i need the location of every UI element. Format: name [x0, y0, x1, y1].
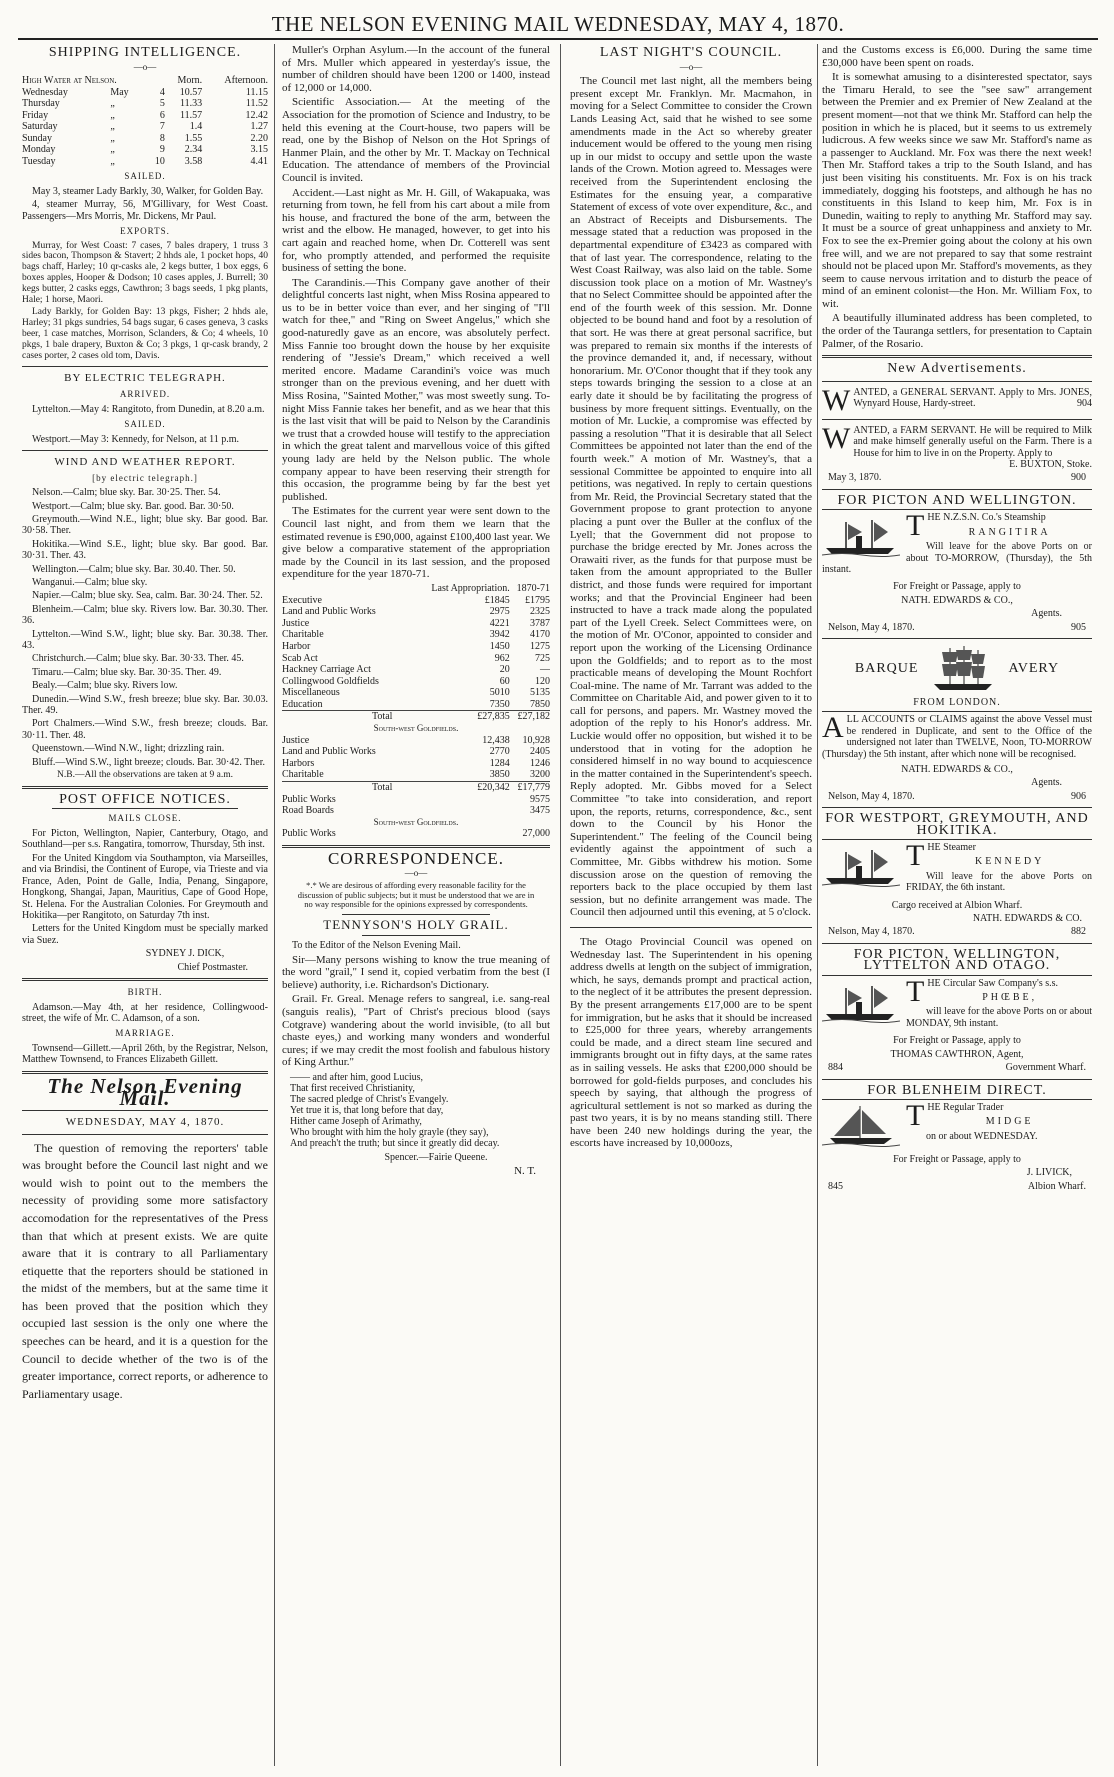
ad-freight: For Freight or Passage, apply to: [893, 1153, 1021, 1165]
tide-header-morn: Morn.: [177, 75, 203, 87]
correspondence-heading: CORRESPONDENCE.: [327, 849, 505, 868]
table-cell: Justice: [282, 617, 310, 629]
table-cell: £1845: [484, 594, 510, 606]
marriage-heading: MARRIAGE.: [115, 1028, 175, 1039]
weather-report: Bealy.—Calm; blue sky. Rivers low.: [32, 680, 178, 692]
birth-text: Adamson.—May 4th, at her residence, Collingwood-street, the wife of Mr. C. Adamson, of a son.: [22, 1001, 268, 1024]
post-signature-title: Chief Postmaster.: [177, 961, 248, 973]
table-cell: 27,000: [522, 828, 550, 840]
letter-to: To the Editor of the Nelson Evening Mail.: [292, 940, 461, 952]
ad-line: HE Circular Saw Company's s.s.: [927, 977, 1059, 989]
post-item: Letters for the United Kingdom must be specially marked via Suez.: [22, 923, 268, 946]
news-paragraph: It is somewhat amusing to a disinterested spectator, says the Timaru Herald, to see the "see saw" arrangement between the Premier and ex Premier of New Zealand at the present moment—not that we think Mr. Stafford can help the position in which he is placed, but it seems to us extremely ludicrous. A few weeks since we saw Mr. Stafford's name as a passenger to Auckland. Mr. Fox was there the next week! Then Mr. Stafford takes a trip to the South Island, and has just been visiting his constituents. Mr. Fox is on his track immediately, dogging his footsteps, and although he has no constituents in this Island to keep him, Mr. Fox is in Dunedin, waiting to reply to anything Mr. Stafford may say. It must be a source of great unhappiness and anxiety to Mr. Fox to see the ex-Premier going about the colony at his own free will, and we are not prepared to say that some restraint should not be placed upon Mr. Stafford's movements, as they seem to cause nervous irritation and to disturb the peace of mind of an eminent colonist—the Hon. Mr. William Fox, to wit.: [822, 71, 1092, 310]
sailing-ship-icon: [822, 1104, 900, 1148]
post-item: For the United Kingdom via Southampton, via Marseilles, and via Brindisi, the Continent of Europe, via Trieste and via France, Aden, Point de Galle, India, Penang, Singapore, Hongkong, Shangai, Japan, Mauritius, Cape of Good Hope, St. Helena. For the Australian Colonies. For Greymouth and Hokitika—per Rangitoto, on Saturday 7th inst.: [22, 852, 268, 921]
table-cell: Land and Public Works: [282, 606, 376, 618]
table-cell: Harbor: [282, 640, 311, 652]
post-sub: MAILS CLOSE.: [108, 813, 182, 824]
poem-line: Hither came Joseph of Arimathy,: [290, 1116, 422, 1128]
ad-freight: For Freight or Passage, apply to: [893, 1035, 1021, 1047]
table-row: [282, 606, 550, 618]
ad-date: May 3, 1870.: [828, 472, 882, 484]
ship-name: KENNEDY: [975, 856, 1045, 868]
table-cell: 120: [535, 675, 550, 687]
ad-farm-servant: [822, 421, 1092, 484]
tide-header-row: [22, 75, 268, 87]
table-cell: 2770: [489, 746, 510, 758]
table-row: [22, 121, 268, 133]
table-cell: Public Works: [282, 828, 336, 840]
poem-line: And preach't the truth; but since it greatly did decay.: [290, 1138, 500, 1150]
table-row: [282, 664, 550, 676]
ad-text: ANTED, a GENERAL SERVANT. Apply to Mrs. JONES, Wynyard House, Hardy-street.: [853, 386, 1092, 410]
table-cell: Tuesday: [22, 155, 56, 167]
weather-report: Westport.—Calm; blue sky. Bar. good. Bar. 30·50.: [32, 500, 234, 512]
table-cell: 3850: [489, 769, 510, 781]
ad-agent: J. LIVICK,: [1026, 1167, 1072, 1179]
table-cell: 7350: [489, 698, 510, 710]
arrived-item: Lyttelton.—May 4: Rangitoto, from Dunedin, at 8.20 a.m.: [32, 403, 265, 415]
table-row: [282, 653, 550, 665]
weather-report: Wanganui.—Calm; blue sky.: [32, 576, 148, 588]
table-row: [282, 769, 550, 781]
table-cell: Charitable: [282, 629, 324, 641]
drop-cap: W: [822, 383, 851, 417]
ad-date: Nelson, May 4, 1870.: [828, 926, 915, 938]
weather-report: Queenstown.—Wind N.W., light; drizzling rain.: [32, 743, 225, 755]
ad-line: HE Regular Trader: [927, 1101, 1004, 1113]
exports-item: Lady Barkly, for Golden Bay: 13 pkgs, Fisher; 2 hhds ale, Harley; 31 pkgs sundries, 54 bags sugar, 6 cases geneva, 3 casks beer, 1 case matches, Morrison, Sclanders, & Co; 4 wheels, 10 pkgs, 1 bale drapery, Buxton & Co; 3 pkgs, 1 qr-cask brandy, 2 cases porter, 2 cases old tom, Davis.: [22, 307, 268, 361]
table-cell: 962: [494, 652, 510, 664]
ad-text: ANTED, a FARM SERVANT. He will be required to Milk and make himself generally useful on the Farm. There is a House for him to live in on the Property. Apply to: [853, 424, 1092, 459]
table-cell: 1284: [489, 757, 510, 769]
ad-number: 882: [1071, 926, 1086, 938]
news-paragraph: The Estimates for the current year were sent down to the Council last night, and from them we learn that the estimated revenue is £90,000, against £100,400 last year. We give below a comparative statement of the appropriation made by the Council in its last session, and the proposed expenditure for the year 1870-71.: [282, 505, 550, 581]
ad-heading: FOR PICTON AND WELLINGTON.: [837, 492, 1077, 508]
weather-report: Timaru.—Calm; blue sky. Bar. 30·35. Ther. 49.: [32, 666, 222, 678]
column-1: [22, 44, 268, 1766]
table-cell: „: [110, 109, 115, 121]
table-cell: 60: [499, 675, 510, 687]
birth-heading: BIRTH.: [127, 986, 163, 997]
ad-agents: Agents.: [1031, 777, 1062, 789]
table-row: [282, 629, 550, 641]
weather-report: Greymouth.—Wind N.E., light; blue sky. Bar good. Bar. 30·58. Ther.: [22, 513, 268, 537]
sailing-ship-icon: [928, 644, 998, 694]
table-cell: 20: [499, 664, 510, 676]
table-cell: Miscellaneous: [282, 687, 340, 699]
table-cell: 4221: [489, 617, 510, 629]
news-paragraph: A beautifully illuminated address has been completed, to the order of the Tauranga settlers, for presentation to Captain Palmer, of the Rosario.: [822, 312, 1092, 350]
ornament: —o—: [133, 61, 157, 72]
table-cell: Land and Public Works: [282, 746, 376, 758]
ad-date: Nelson, May 4, 1870.: [828, 621, 915, 633]
table-row: [282, 758, 550, 770]
column-rule: [560, 44, 561, 1766]
drop-cap: T: [906, 1098, 925, 1132]
table-cell: 5: [159, 98, 165, 110]
table-cell: Collingwood Goldfields: [282, 675, 379, 687]
shipping-heading: SHIPPING INTELLIGENCE.: [48, 45, 242, 60]
table-row: [282, 687, 550, 699]
ad-line: HE N.Z.S.N. Co.'s Steamship: [927, 512, 1046, 524]
table-cell: Harbors: [282, 757, 315, 769]
estimates-sw-heading: South-west Goldfields.: [373, 723, 459, 734]
tele-sailed-heading: SAILED.: [124, 418, 166, 429]
table-cell: 4: [159, 86, 165, 98]
ad-number: 884: [828, 1062, 843, 1074]
ornament: —o—: [679, 61, 703, 72]
ad-from: FROM LONDON.: [913, 696, 1001, 708]
table-cell: Executive: [282, 594, 322, 606]
table-row: [282, 676, 550, 688]
table-cell: 12,438: [482, 734, 510, 746]
table-cell: Scab Act: [282, 652, 318, 664]
table-cell: 3787: [530, 617, 550, 629]
masthead: [18, 6, 1098, 40]
column-3: [570, 44, 812, 1766]
ad-number: 906: [1071, 790, 1086, 802]
poem-line: That first received Christianity,: [290, 1083, 415, 1095]
steamship-icon: [822, 844, 900, 888]
table-cell: Monday: [22, 144, 56, 156]
table-cell: 4.41: [250, 155, 268, 167]
table-cell: 2.34: [184, 144, 203, 156]
column-4: [822, 44, 1092, 1766]
table-cell: [415, 805, 510, 817]
poem-citation: Spencer.—Fairie Queene.: [384, 1152, 488, 1164]
column-rule: [817, 44, 818, 1766]
table-row: [22, 87, 268, 99]
masthead-title: THE NELSON EVENING MAIL WEDNESDAY, MAY 4, 1870.: [271, 12, 845, 36]
table-cell: 1275: [530, 640, 550, 652]
estimates-table: [282, 583, 550, 840]
ad-heading: FOR WESTPORT, GREYMOUTH, AND HOKITIKA.: [825, 811, 1089, 838]
drop-cap: T: [906, 509, 925, 543]
table-cell: 3.58: [184, 155, 203, 167]
council-report: The Council met last night, all the members being present except Mr. Franklyn. Mr. Macmahon, in moving for a Select Committee to consider the Crown Lands Leasing Act, said that he wished to see some amendments made in the Act so whereby greater inducement would be offered to the young men rising up in our midst to occupy and settle upon the waste lands of the Crown. Motion agreed to. Messages were received from the Superintendent enclosing the Estimates for the ensuing year, a comparative Statement of excess of vote over expenditure, &c., and an Abstract of Receipts and Disbursements. The message stated that a reduction was proposed in the departmental expenditure of £3423 as compared with that of last year. The correspondence, relating to the West Coast Railway, was also laid on the table. Some discussion took place on a motion of Mr. Wastney's that no Select Committee should be appointed after the end of the fourth week of this session. Mr. Donne objected to be bound hand and foot by a resolution of that sort. He was there at great personal sacrifice, but was prepared to remain six months if the interests of the province demanded it, and, if necessary, without honorarium. Mr. O'Conor thought that if they took any steps towards bringing the session to a close at an early date it should be by facilitating the progress of business by more frequent sittings. Eventually, on the motion of Mr. Luckie, a compromise was effected by passing a resolution "That it is desirable that all Select Committees be appointed not later than the end of the fourth week." A motion of Mr. Wastney's, that a sessional Committee be appointed to enquire into all petitions, was negatived. In reply to certain questions from Mr. Reid, the Provincial Secretary stated that the Government propose to grant protection to anyone placing a punt over the Buller at the conflux of the Lyell; that the Government did not propose to purchase the bridge erected by Mr. Jones across the Orawaiti river, as the funds for that purpose must be taken from the amount appropriated to the Buller district, and those funds were required for important works; and that the Provincial Engineer had been instructed to have a track made along the populated part of the Lyell Creek. Select Committees were, on the motion of Mr. O'Conor, appointed to consider and report upon the working of the Licensing Ordinance upon the Goldfields; and to report as to the most practicable means of developing the Mount Rochfort Coal-mine. The name of Mr. Tarrant was added to the Committee on Charitable Aid, and power given to it to call for persons, and papers. Mr. Wastney moved the adoption of the reply to his Honor's address. Mr. Luckie would offer no opposition, but wished it to be understood that in voting for the adoption he considered himself in no way bound to acquiescence in the matter contained in the Superintendent's speech. Reply adopted. Mr. Gibbs moved for a Select Committee "to take into consideration, and report upon, the reports, returns, correspondence, &c., sent down to the Council by his Honor the Superintendent." The feeling of the Council being evidently against the appointment of such a Committee, Mr. Gibbs withdrew his motion. Some discussion arose on the question of removing the reporters back to the place occupied by them last session, but no definite arrangement was made. The Council then adjourned until this evening, at 5 o'clock.: [570, 75, 812, 919]
avery-label: AVERY: [1008, 661, 1060, 677]
ad-wharf: Albion Wharf.: [1027, 1180, 1086, 1192]
sailed-item: May 3, steamer Lady Barkly, 30, Walker, for Golden Bay.: [32, 185, 264, 197]
ad-number: 905: [1071, 621, 1086, 633]
table-cell: £1795: [525, 594, 550, 606]
table-cell: 1.4: [189, 121, 203, 133]
drop-cap: A: [822, 711, 844, 745]
table-row: [22, 156, 268, 168]
weather-report: Lyttelton.—Wind S.W., light; blue sky. Bar. 30.38. Ther. 43.: [22, 628, 268, 652]
news-paragraph: The Carandinis.—This Company gave another of their delightful concerts last night, when Miss Rosina appeared to us to be in better voice than ever, and her singing of "I'll watch for thee," and "Ring on Sweet Angelus," which she good-naturedly gave as an encore, was absolutely perfect. Miss Fannie too brought down the house by her exquisite rendering of "Jessie's Dream," which received a well merited encore. Madame Carandini's voice was much stronger than on the previous evening, and her duett with Miss Rosina, "Sainted Mother," was most sweetly sung. To-night Miss Fannie takes her benefit, and as we hear that this is the last visit that will be paid to Nelson by the Carandinis we trust that a crowded house will testify to the appreciation in which the great talent and marvellous voice of this gifted young lady are held by the Nelson public. The whole company appear to have been reserving their strength for this occasion, the programme being by far the best yet published.: [282, 276, 550, 503]
ad-midge: [822, 1082, 1092, 1193]
ship-name: MIDGE: [985, 1116, 1034, 1128]
table-cell: Saturday: [22, 121, 58, 133]
table-cell: Friday: [22, 109, 49, 121]
table-cell: 1.27: [250, 121, 268, 133]
weather-report: Christchurch.—Calm; blue sky. Bar. 30·33. Ther. 45.: [32, 653, 244, 665]
table-cell: 1450: [489, 640, 510, 652]
table-cell: 725: [535, 652, 550, 664]
table-cell: 2.20: [250, 132, 268, 144]
table-cell: May: [110, 86, 129, 98]
weather-report: Napier.—Calm; blue sky. Sea, calm. Bar. 30·24. Ther. 52.: [32, 590, 263, 602]
table-cell: 11.33: [180, 98, 203, 110]
council-heading: LAST NIGHT'S COUNCIL.: [599, 45, 783, 60]
table-row: [22, 110, 268, 122]
drop-cap: W: [822, 421, 851, 455]
table-cell: 9: [159, 144, 165, 156]
table-cell: Road Boards: [282, 805, 334, 817]
table-row: [282, 699, 550, 711]
table-cell: 11.52: [245, 98, 268, 110]
post-signature: SYDNEY J. DICK,: [145, 948, 225, 960]
weather-list: [22, 487, 268, 768]
table-cell: 6: [159, 109, 165, 121]
table-cell: 3200: [530, 769, 550, 781]
table-cell: „: [110, 98, 115, 110]
weather-report: Bluff.—Wind S.W., light breeze; clouds. Bar. 30·42. Ther.: [32, 756, 265, 768]
ad-number: 900: [1071, 472, 1086, 484]
ad-agent: NATH. EDWARDS & CO.,: [901, 763, 1013, 775]
table-cell: 5135: [530, 687, 550, 699]
editorial-dateline: WEDNESDAY, MAY 4, 1870.: [65, 1115, 225, 1128]
post-item: For Picton, Wellington, Napier, Canterbury, Otago, and Southland—per s.s. Rangatira, tomorrow, Thursday, 5th inst.: [22, 828, 268, 851]
ad-line: HE Steamer: [927, 842, 976, 853]
barque-label: BARQUE: [854, 661, 919, 677]
exports-item: Murray, for West Coast: 7 cases, 7 bales drapery, 1 truss 3 sides bacon, Thompson & Stavert; 2 hhds ale, 1 pocket hops, 40 bags chaff, Harley; 10 qr-casks ale, 2 kegs butter, 1 box eggs, 6 boxes apples, Hooper & Dodson; 10 cases apples, J. Burrell; 30 kegs butter, 2 casks eggs, Cawthron; 3 bags seeds, 1 pkg plants, Hale; 1 horse, Maori.: [22, 240, 268, 305]
ad-picton-wellington: [822, 492, 1092, 633]
tele-sailed-item: Westport.—May 3: Kennedy, for Nelson, at 11 p.m.: [32, 433, 240, 445]
table-cell: 9575: [530, 793, 550, 805]
table-cell: 7850: [530, 698, 550, 710]
table-cell: „: [110, 121, 115, 133]
ad-agent: NATH. EDWARDS & CO.,: [901, 594, 1013, 606]
table-row: [282, 618, 550, 630]
ad-phoebe: [822, 946, 1092, 1074]
table-cell: 3.15: [250, 144, 268, 156]
weather-sub: [by electric telegraph.]: [92, 472, 198, 483]
letter-paragraph: Sir—Many persons wishing to know the true meaning of the word "grail," I send it, copied verbatim from the best (I believe) authority, i.e. Richardson's Dictionary.: [282, 953, 550, 991]
table-cell: 1246: [530, 757, 550, 769]
otago-council-report: The Otago Provincial Council was opened on Wednesday last. The Superintendent in his opening address dwells at length on the subject of immigration, which, he says, demands prompt and practical action, to the neglect of it be attributes the present depression. By the present arrangements £17,000 are to be spent for immigration, but he asks that it should be increased to £25,000 for three years, whereby arrangements could be made, and a direct steam line secured and immigrants brought out in fifty days, at the same rates as in sailing vessels. He asks that £200,000 should be borrowed for gold-fields purposes, and concludes his speech by saying, that although the progress of agricultural settlement is not so marked as during the past two years, it is by no means standing still. There have been 240 new holdings during the year, the escorts have increased by 10,000ozs,: [570, 935, 812, 1150]
drop-cap: T: [906, 974, 925, 1008]
table-row: [282, 641, 550, 653]
table-cell: Education: [282, 698, 323, 710]
ad-freight: For Freight or Passage, apply to: [893, 581, 1021, 593]
ad-agents: Agents.: [1031, 608, 1062, 620]
ad-wharf: Government Wharf.: [1005, 1062, 1086, 1074]
weather-report: Nelson.—Calm; blue sky. Bar. 30·25. Ther. 54.: [32, 487, 221, 499]
news-paragraph: Muller's Orphan Asylum.—In the account of the funeral of Mrs. Muller which appeared in yesterday's issue, the number of children should have been 1200 or 1400, instead of 12,000 or 14,000.: [282, 44, 550, 94]
table-cell: Hackney Carriage Act: [282, 664, 371, 676]
table-cell: 10,928: [522, 734, 550, 746]
editorial-text: The question of removing the reporters' table was brought before the Council last night and we would wish to point out to the members the necessity of providing some more satisfactory accomodation for the representatives of the Press than that which at present exists. We are quite aware that it is contrary to all Parliamentary etiquette that the reporters should be stationed in the midst of the members, but at the same time it has been proved that the position which they occupied last session is the only one where the speeches can be heard, and it is a question for the Council to decide whether of the two is of the greater importance, correct reports, or adherence to Parliamentary usage.: [22, 1140, 268, 1401]
table-cell: Wednesday: [22, 86, 68, 98]
ad-heading: FOR PICTON, WELLINGTON, LYTTELTON AND OTAGO.: [853, 946, 1061, 974]
table-cell: Charitable: [282, 769, 324, 781]
news-paragraph: and the Customs excess is £6,000. During the same time £30,000 have been spent on roads.: [822, 44, 1092, 69]
ship-name: PHŒBE,: [982, 992, 1038, 1004]
ad-cargo: Cargo received at Albion Wharf.: [891, 899, 1023, 911]
poem-line: —— and after him, good Lucius,: [290, 1072, 424, 1084]
sailed-heading: SAILED.: [124, 171, 166, 182]
table-row: [22, 133, 268, 145]
table-row: [282, 595, 550, 607]
table-cell: 10: [154, 155, 165, 167]
weather-report: Wellington.—Calm; blue sky. Bar. 30.40. Ther. 50.: [32, 563, 236, 575]
table-cell: 11.15: [245, 86, 268, 98]
weather-report: Port Chalmers.—Wind S.W., fresh breeze; clouds. Bar. 30·11. Ther. 48.: [22, 718, 268, 741]
table-row: [282, 735, 550, 747]
table-cell: 5010: [489, 687, 510, 699]
news-paragraph: Scientific Association.— At the meeting of the Association for the promotion of Science and Industry, to be held this evening at the Court-house, two papers will be read, one by the Bishop of Nelson on the Hot Springs of Hanmer Plain, and the other by Mr. T. Mackay on Technical Education. The attendance of members of the Provincial Council is invited.: [282, 96, 550, 184]
arrived-heading: ARRIVED.: [119, 388, 171, 399]
table-cell: 10.57: [179, 86, 203, 98]
table-cell: 12.42: [245, 109, 268, 121]
table-cell: 7: [159, 121, 165, 133]
table-cell: 2325: [530, 606, 550, 618]
steamship-icon: [822, 514, 900, 558]
drop-cap: T: [906, 839, 925, 872]
table-cell: 11.57: [180, 109, 203, 121]
ad-date: Nelson, May 4, 1870.: [828, 790, 915, 802]
ad-number: 904: [1077, 398, 1092, 410]
table-cell: —: [540, 664, 550, 676]
table-cell: 2405: [530, 746, 550, 758]
ad-agent: NATH. EDWARDS & CO.: [972, 913, 1082, 925]
column-2: [282, 44, 550, 1766]
letter-paragraph: Grail. Fr. Greal. Menage refers to sangreal, i.e. sang-real (sanguis realis), "Part of Christ's precious blood (says Cotgrave) wandering about the world invisible, (to all but chaste eyes,) and working many wonders and wonderful cures; if we may credit the most foolish and fabulous history of King Arthur.": [282, 993, 550, 1069]
ad-text: LL ACCOUNTS or CLAIMS against the above Vessel must be rendered in Duplicate, and sent to the Office of the undersigned not later than TWELVE, Noon, TO-MORROW (Thursday) the 5th instant, after which none will be recognised.: [822, 714, 1092, 760]
ad-heading: FOR BLENHEIM DIRECT.: [867, 1082, 1047, 1098]
column-rule: [274, 44, 275, 1766]
table-row: [22, 144, 268, 156]
estimates-col-last: Last Appropriation.: [431, 582, 510, 594]
table-cell: Justice: [282, 734, 310, 746]
table-cell: Sunday: [22, 132, 52, 144]
marriage-text: Townsend—Gillett.—April 26th, by the Registrar, Nelson, Matthew Townsend, to Frances Elizabeth Gillett.: [22, 1042, 268, 1066]
table-cell: 3942: [489, 629, 510, 641]
table-cell: Public Works: [282, 793, 336, 805]
tide-header-label: High Water at Nelson.: [22, 75, 117, 87]
table-row: [282, 794, 550, 806]
table-row: [22, 98, 268, 110]
telegraph-heading: BY ELECTRIC TELEGRAPH.: [64, 372, 226, 385]
poem-line: Who brought with him the holy grayle (they say),: [290, 1127, 489, 1139]
ad-number: 845: [828, 1180, 843, 1192]
ornament: —o—: [404, 867, 428, 878]
ad-text: Will leave for the above Ports on FRIDAY, the 6th instant.: [906, 870, 1092, 894]
table-cell: „: [110, 144, 115, 156]
letter-poem: [290, 1072, 550, 1149]
table-cell: 3475: [530, 805, 550, 817]
ad-text: will leave for the above Ports on or about MONDAY, 9th instant.: [906, 1006, 1092, 1029]
table-row: [282, 805, 550, 817]
exports-heading: EXPORTS.: [120, 226, 170, 236]
estimates-header: [282, 583, 550, 595]
steamship-icon: [822, 980, 900, 1024]
ad-westport: [822, 813, 1092, 938]
weather-report: Blenheim.—Calm; blue sky. Rivers low. Bar. 30.30. Ther. 36.: [22, 603, 268, 627]
ship-name: RANGITIRA: [968, 526, 1051, 538]
ad-text: on or about WEDNESDAY.: [926, 1130, 1038, 1142]
table-cell: Thursday: [22, 98, 60, 110]
table-cell: 1.55: [184, 132, 203, 144]
table-row: [282, 828, 550, 840]
weather-report: Dunedin.—Wind S.W., fresh breeze; blue sky. Bar. 30.03. Ther. 49.: [22, 693, 268, 717]
news-paragraph: Accident.—Last night as Mr. H. Gill, of Wakapuaka, was returning from town, he fell from his cart about a mile from his house, and fractured the bone of the arm, between the wrist and the elbow. He managed, however, to get into his cart again and reached home, when Dr. Cotterell was sent for, who promptly attended, and performed the requisite business of setting the bone.: [282, 186, 550, 275]
ad-name: E. BUXTON, Stoke.: [1009, 459, 1092, 471]
ad-agent: THOMAS CAWTHRON, Agent,: [890, 1048, 1024, 1060]
table-cell: [415, 794, 510, 806]
letter-signature: N. T.: [514, 1165, 536, 1178]
tide-table: [22, 75, 268, 167]
paper-title: The Nelson Evening Mail.: [47, 1073, 243, 1111]
post-heading: POST OFFICE NOTICES.: [59, 791, 231, 807]
weather-note: N.B.—All the observations are taken at 9 a.m.: [57, 770, 233, 781]
estimates-col-new: 1870-71: [516, 582, 550, 594]
estimates-sw-heading-2: South-west Goldfields.: [373, 816, 459, 827]
estimates-sw-total-row: Total £20,342 £17,779: [282, 782, 550, 794]
table-cell: [415, 828, 510, 840]
table-cell: 8: [159, 132, 165, 144]
ad-barque-avery: [822, 644, 1092, 802]
table-cell: „: [110, 155, 115, 167]
table-cell: „: [110, 132, 115, 144]
ad-text: Will leave for the above Ports on or about TO-MORROW, (Thursday), the 5th instant.: [822, 541, 1092, 575]
correspondence-note: *.* We are desirous of affording every reasonable facility for the discussion of public subjects; but it must be understood that we are in no way responsible for the opinions expressed by correspondents.: [297, 880, 535, 910]
poem-line: Yet true it is, that long before that day,: [290, 1105, 444, 1117]
table-cell: 4170: [530, 629, 550, 641]
ads-heading: New Advertisements.: [887, 361, 1027, 377]
table-cell: 2975: [489, 606, 510, 618]
table-row: [282, 746, 550, 758]
sailed-item: 4, steamer Murray, 56, M'Gillivary, for West Coast. Passengers—Mrs Morris, Mr. Dickens, Mr Paul.: [22, 199, 268, 222]
tide-header-aft: Afternoon.: [224, 75, 268, 87]
estimates-total-row: Total £27,835 £27,182: [282, 711, 550, 723]
weather-report: Hokitika.—Wind S.E., light; blue sky. Bar good. Bar. 30·31. Ther. 43.: [22, 538, 268, 562]
ad-general-servant: [822, 383, 1092, 417]
letter-title: TENNYSON'S HOLY GRAIL.: [323, 916, 509, 932]
poem-line: The sacred pledge of Christ's Evangely.: [290, 1094, 449, 1106]
weather-heading: WIND AND WEATHER REPORT.: [54, 455, 236, 468]
